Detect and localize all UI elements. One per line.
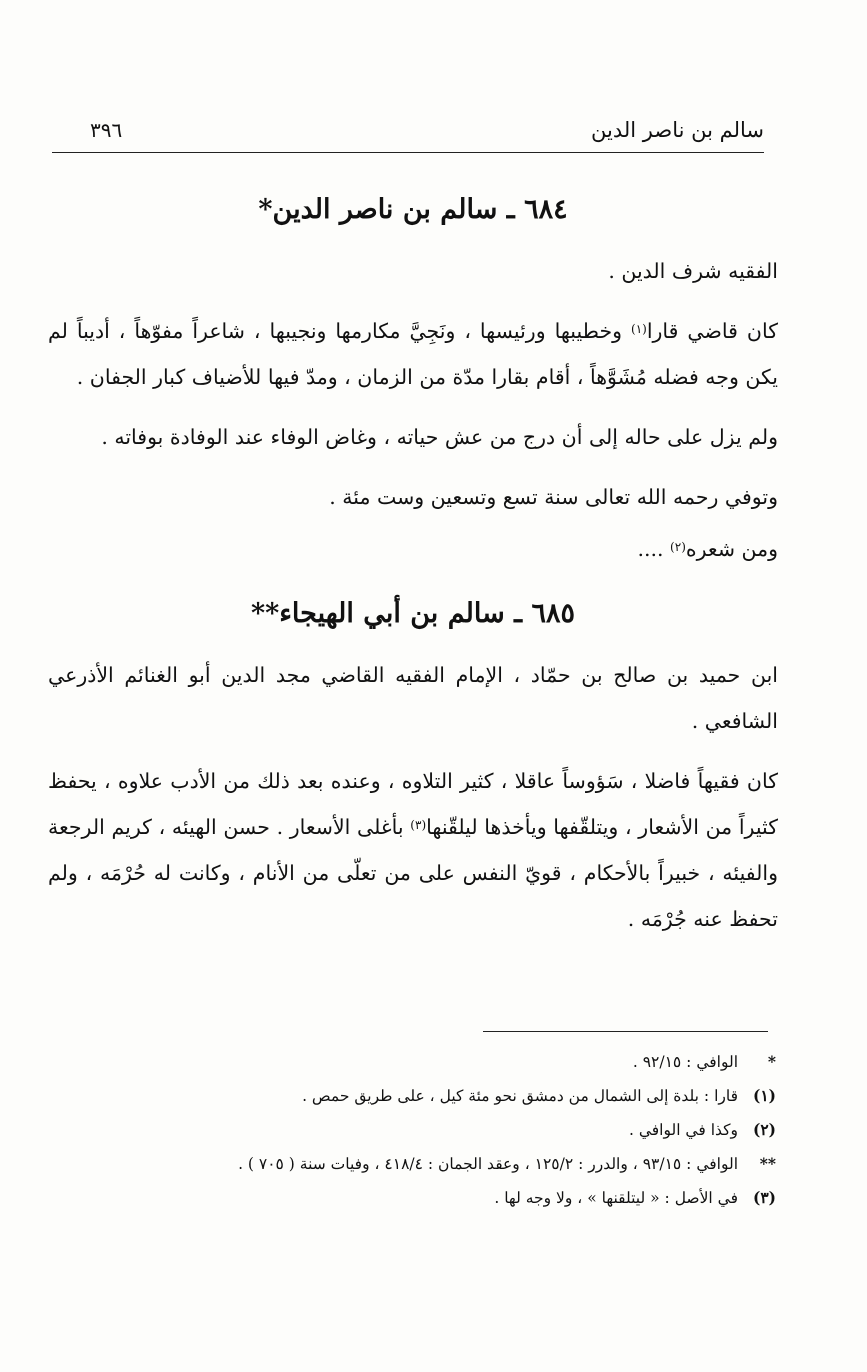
- footnote-text: قارا : بلدة إلى الشمال من دمشق نحو مئة كيل ، على طريق حمص .: [302, 1087, 738, 1105]
- footnote-text: وكذا في الوافي .: [628, 1121, 738, 1139]
- entry-title: ٦٨٤ ـ سالم بن ناصر الدين*: [258, 194, 568, 225]
- footnote-text: في الأصل : « ليتلقنها » ، ولا وجه لها .: [494, 1189, 738, 1207]
- text-segment: ومن شعره: [685, 537, 778, 561]
- footnote-ref: (١): [631, 322, 647, 336]
- page-header: [52, 118, 764, 154]
- entry-paragraph: [48, 758, 778, 942]
- footnote-mark: (٣): [752, 1188, 776, 1207]
- footnote-mark: **: [759, 1154, 776, 1173]
- footnote: [60, 1079, 776, 1113]
- page-body: [48, 182, 778, 956]
- footnote: [60, 1147, 776, 1181]
- page-number: ٣٩٦: [90, 118, 123, 142]
- footnote-mark: (٢): [752, 1120, 776, 1139]
- footnote: [60, 1181, 776, 1215]
- entry-paragraph: ولم يزل على حاله إلى أن درج من عش حياته ، وغاض الوفاء عند الوفادة بوفاته .: [101, 425, 778, 449]
- entry-685: [48, 586, 778, 942]
- footnote-mark: *: [767, 1052, 776, 1071]
- entry-paragraph: [48, 308, 778, 400]
- text-segment: كان فقيهاً فاضلا ، سَؤوساً عاقلا ، كثير التلاوه ، وعنده بعد ذلك من الأدب علاوه ، يحفظ كثيراً من الأشعار ، ويتلقّفها ويأخذها ليلقّنها: [48, 769, 778, 839]
- footnotes: [60, 1045, 776, 1215]
- text-segment: كان قاضي قارا: [646, 319, 778, 343]
- entry-paragraph: الفقيه شرف الدين .: [608, 259, 778, 283]
- footnote-rule: [483, 1031, 768, 1032]
- text-segment: وخطيبها ورئيسها ، ونَجِيَّ مكارمها ونجيبها ، شاعراً مفوّهاً ، أديباً لم يكن وجه فضله مُشَوَّهاً ، أقام بقارا مدّة من الزمان ، ومدّ فيها للأضياف كبار الجفان .: [48, 319, 778, 389]
- text-segment: بأغلى الأسعار . حسن الهيئه ، كريم الرجعة والفيئه ، خبيراً بالأحكام ، قويّ النفس على من تعلّى من الأنام ، وكانت له حُرْمَه ، ولم تحفظ عنه جُرْمَه .: [48, 815, 778, 931]
- entry-title: ٦٨٥ ـ سالم بن أبي الهيجاء**: [251, 598, 575, 629]
- entry-paragraph: ابن حميد بن صالح بن حمّاد ، الإمام الفقيه القاضي مجد الدين أبو الغنائم الأذرعي الشافعي .: [48, 663, 778, 733]
- footnote-text: الوافي : ٩٢/١٥ .: [632, 1053, 738, 1071]
- footnote: [60, 1113, 776, 1147]
- entry-paragraph: وتوفي رحمه الله تعالى سنة تسع وتسعين وست مئة .: [329, 485, 778, 509]
- footnote-text: الوافي : ٩٣/١٥ ، والدرر : ١٢٥/٢ ، وعقد الجمان : ٤١٨/٤ ، وفيات سنة ( ٧٠٥ ) .: [238, 1155, 738, 1173]
- footnote-mark: (١): [752, 1086, 776, 1105]
- header-rule: [52, 152, 764, 153]
- footnote-ref: (٣): [410, 818, 427, 832]
- footnote-ref: (٢): [670, 540, 686, 554]
- entry-684: [48, 182, 778, 572]
- text-segment: ....: [637, 537, 664, 561]
- entry-paragraph: [48, 526, 778, 572]
- running-title: سالم بن ناصر الدين: [591, 118, 764, 142]
- footnote: [60, 1045, 776, 1079]
